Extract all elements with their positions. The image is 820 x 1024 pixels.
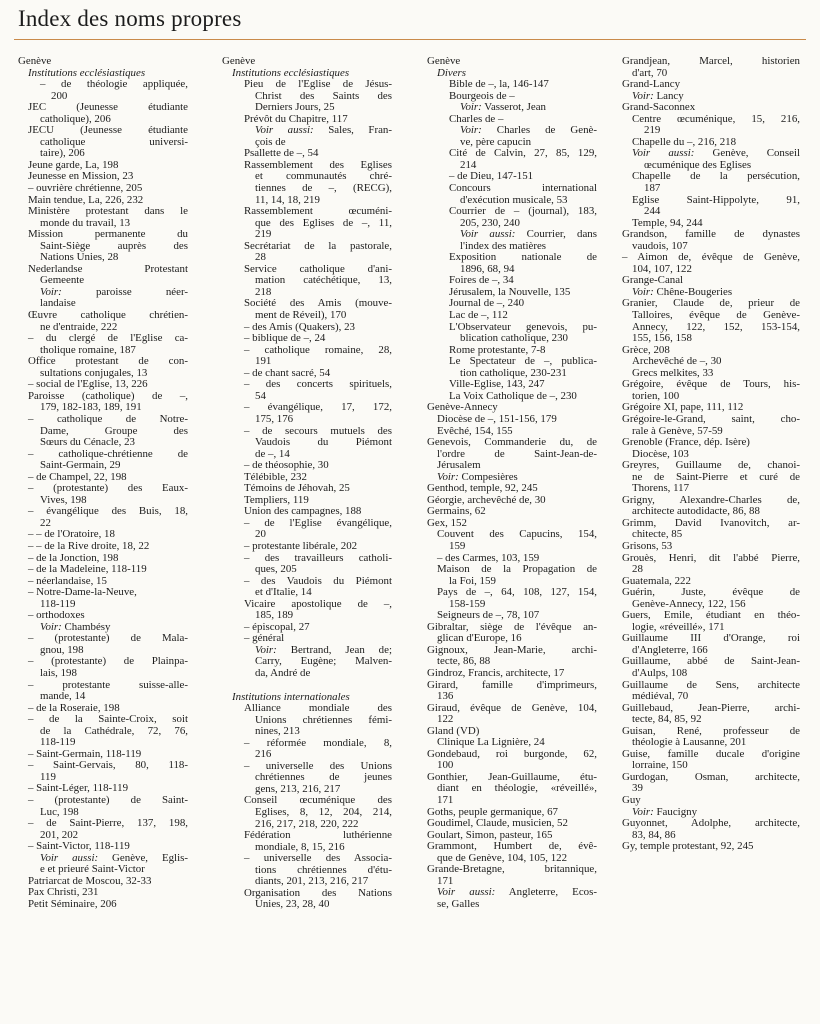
index-line: – (protestante) des Eaux- [28, 482, 188, 495]
index-line: Guyonnet, Adolphe, architecte, [622, 817, 800, 830]
index-line: mondiale, 8, 15, 216 [255, 840, 345, 853]
index-line: tion catholique, 230-231 [460, 366, 567, 379]
index-line: Gex, 152 [427, 516, 467, 529]
index-line: Grand-Lancy [622, 78, 681, 91]
index-line: – Aimon de, évêque de Genève, [622, 251, 800, 264]
index-line: Grisons, 53 [622, 539, 673, 552]
index-line: Genève [222, 55, 256, 67]
index-line: lais, 198 [40, 666, 77, 679]
index-line: – évangélique, 17, 172, [244, 401, 392, 414]
index-line: – ouvrière chrétienne, 205 [28, 182, 143, 195]
index-line: tecte, 84, 85, 92 [632, 713, 702, 726]
index-line: Grigny, Alexandre-Charles de, [622, 493, 800, 506]
index-line: Grenoble (France, dép. Isère) [622, 436, 750, 449]
index-line: – (protestante) de Plainpa- [28, 655, 188, 668]
index-line: – de la Jonction, 198 [28, 551, 119, 564]
index-line: 216 [255, 748, 272, 761]
index-line: Guillaume III d'Orange, roi [622, 632, 800, 645]
index-line: 216, 217, 218, 220, 222 [255, 817, 359, 830]
index-line: Genève-Annecy, 122, 156 [632, 597, 746, 610]
index-line: œcuménique des Eglises [644, 158, 752, 171]
index-line: Chapelle de la persécution, [632, 170, 800, 183]
index-line: – des Amis (Quakers), 23 [244, 320, 356, 333]
index-line: Guers, Emile, étudiant en théo- [622, 609, 800, 622]
index-line: torien, 100 [632, 389, 680, 402]
index-line: Temple, 94, 244 [632, 216, 703, 229]
index-line: théologie à Lausanne, 201 [632, 736, 747, 749]
index-line: Ministère protestant dans le [28, 205, 188, 218]
index-line: Grammont, Humbert de, évê- [427, 840, 597, 853]
index-line: gens, 213, 216, 217 [255, 782, 341, 795]
index-line: – Saint-Léger, 118-119 [28, 782, 129, 795]
index-line: la Foi, 159 [449, 574, 496, 587]
index-line: – protestante suisse-alle- [28, 678, 188, 691]
index-line: 244 [644, 205, 661, 218]
index-line: catholique), 206 [40, 112, 111, 125]
index-line: Gignoux, Jean-Marie, archi- [427, 643, 597, 656]
index-line: – catholique-chrétienne de [28, 447, 188, 460]
index-line: logie, «réveillé», 171 [632, 620, 725, 633]
index-line: Diocèse, 103 [632, 447, 689, 460]
index-line: Goulart, Simon, pasteur, 165 [427, 828, 553, 841]
index-line: – néerlandaise, 15 [28, 574, 107, 587]
index-line: Saint-Germain, 29 [40, 459, 121, 472]
index-line: – de la Roseraie, 198 [28, 701, 120, 714]
index-line: La Voix Catholique de –, 230 [449, 389, 577, 402]
index-line: Gemeente [40, 274, 85, 287]
index-line: – de Champel, 22, 198 [28, 470, 127, 483]
index-line: Exposition nationale de [449, 251, 597, 264]
index-line: Guisan, René, professeur de [622, 724, 800, 737]
index-line: Voir: Compesières [437, 470, 518, 483]
index-line: Diocèse de –, 151-156, 179 [437, 412, 557, 425]
index-line: se, Galles [437, 897, 480, 910]
index-line: Archevêché de –, 30 [632, 355, 722, 368]
index-line: tholique romaine, 187 [40, 343, 136, 356]
index-line: Gindroz, Francis, architecte, 17 [427, 666, 565, 679]
index-line: Jérusalem [437, 459, 481, 472]
index-line: Carry, Eugène; Malven- [255, 655, 392, 668]
index-line: mande, 14 [40, 690, 86, 703]
index-line: – Notre-Dame-la-Neuve, [28, 586, 137, 599]
index-line: de la Cathédrale, 72, 76, [40, 724, 188, 737]
index-line: ment de Réveil), 170 [255, 309, 347, 322]
index-line: ne de Saint-Pierre et curé de [632, 470, 800, 483]
index-line: Annecy, 122, 152, 153-154, [632, 320, 800, 333]
index-line: Institutions internationales [232, 690, 350, 703]
index-line: Maison de la Propagation de [437, 563, 597, 576]
index-line: Voir: paroisse néer- [40, 285, 188, 298]
index-line: – Saint-Germain, 118-119 [28, 747, 142, 760]
index-line: Vaudois du Piémont [255, 436, 392, 449]
index-line: Grèce, 208 [622, 343, 670, 356]
index-line: – des concerts spirituels, [244, 378, 392, 391]
index-column-3 [427, 56, 597, 910]
index-line: 218 [255, 285, 272, 298]
index-line: d'Aulps, 108 [632, 666, 688, 679]
index-line: JECU (Jeunesse étudiante [28, 124, 188, 137]
index-line: Union des campagnes, 188 [244, 505, 362, 518]
index-line: Voir: Vasserot, Jean [460, 101, 547, 114]
index-line: 1896, 68, 94 [460, 262, 515, 275]
index-line: Centre œcuménique, 15, 216, [632, 112, 800, 125]
index-line: 179, 182-183, 189, 191 [40, 401, 142, 414]
index-line: Prévôt du Chapitre, 117 [244, 112, 348, 125]
index-line: Voir aussi: Sales, Fran- [255, 124, 392, 137]
index-line: Talloires, évêque de Genève- [632, 309, 800, 322]
index-column-4 [622, 56, 800, 853]
index-line: Voir: Lancy [632, 89, 684, 102]
index-line: – catholique de Notre- [28, 412, 188, 425]
index-line: Témoins de Jéhovah, 25 [244, 482, 350, 495]
index-line: – évangélique des Buis, 18, [28, 505, 188, 518]
index-line: Divers [437, 66, 467, 79]
index-line: 28 [255, 251, 266, 264]
index-line: – des travailleurs catholi- [244, 551, 392, 564]
index-line: – – de l'Oratoire, 18 [28, 528, 115, 541]
index-line: e et prieuré Saint-Victor [40, 863, 145, 876]
index-line: – protestante libérale, 202 [244, 539, 358, 552]
index-line: Goths, peuple germanique, 67 [427, 805, 558, 818]
index-line: – de théologie appliquée, [40, 78, 188, 91]
index-line: chitecte, 85 [632, 528, 683, 541]
index-line: d'exécution musicale, 53 [460, 193, 568, 206]
index-line: Paroisse (catholique) de –, [28, 389, 188, 402]
index-line: Derniers Jours, 25 [255, 101, 335, 114]
index-line: 118-119 [40, 736, 76, 749]
index-line: Unies, 23, 28, 40 [255, 898, 330, 911]
index-line: Voir: Bertrand, Jean de; [255, 643, 392, 656]
index-line: Genève [427, 55, 461, 67]
index-line: Guérin, Juste, évêque de [622, 586, 800, 599]
index-line: Grandson, famille de dynastes [622, 228, 800, 241]
index-line: Guatemala, 222 [622, 574, 691, 587]
index-line: Goudimel, Claude, musicien, 52 [427, 817, 568, 830]
index-line: ques, 205 [255, 563, 297, 576]
index-line: Bible de –, la, 146-147 [449, 78, 549, 91]
index-line: landaise [40, 297, 76, 310]
index-line: que des Eglises de –, 11, [255, 216, 392, 229]
index-line: Genève-Annecy [427, 401, 498, 414]
index-line: Voir aussi: Courrier, dans [460, 228, 597, 241]
index-line: 136 [437, 690, 454, 703]
index-line: Eglise Saint-Hippolyte, 91, [632, 193, 800, 206]
index-line: – universelle des Unions [244, 759, 392, 772]
index-line: JEC (Jeunesse étudiante [28, 101, 188, 114]
index-line: Genevois, Commanderie du, de [427, 436, 597, 449]
index-line: Lac de –, 112 [449, 309, 508, 322]
index-line: Gy, temple protestant, 92, 245 [622, 840, 754, 853]
index-line: Grégoire, évêque de Tours, his- [622, 378, 800, 391]
index-line: Grandjean, Marcel, historien [622, 55, 800, 67]
index-line: lorraine, 150 [632, 759, 688, 772]
index-line: Bourgeois de – [449, 89, 515, 102]
index-line: tecte, 86, 88 [437, 655, 491, 668]
index-line: Fédération luthérienne [244, 829, 392, 842]
index-line: Gland (VD) [427, 724, 480, 737]
index-line: Grand-Saconnex [622, 101, 696, 114]
index-line: 104, 107, 122 [632, 262, 692, 275]
index-line: Alliance mondiale des [244, 702, 392, 715]
index-line: Mission permanente du [28, 228, 188, 241]
index-line: – catholique romaine, 28, [244, 343, 392, 356]
index-line: Guy [622, 794, 641, 806]
index-line: – de la Sainte-Croix, soit [28, 713, 188, 726]
index-line: diants, 201, 213, 216, 217 [255, 875, 369, 888]
index-line: Gurdogan, Osman, architecte, [622, 770, 800, 783]
index-line: – (protestante) de Saint- [28, 794, 188, 806]
index-line: Gonthier, Jean-Guillaume, étu- [427, 770, 597, 783]
index-line: Genève [18, 55, 52, 67]
index-line: Thorens, 117 [632, 482, 690, 495]
index-line: 219 [644, 124, 661, 137]
index-line: vaudois, 107 [632, 239, 688, 252]
index-line: 159 [449, 539, 466, 552]
index-line: 155, 156, 158 [632, 332, 692, 345]
index-line: 118-119 [40, 597, 76, 610]
index-line: – – de la Rive droite, 18, 22 [28, 539, 150, 552]
index-line: Cité de Calvin, 27, 85, 129, [449, 147, 597, 160]
index-line: Société des Amis (mouve- [244, 297, 392, 310]
index-line: – de la Madeleine, 118-119 [28, 563, 147, 576]
index-line: Voir: Faucigny [632, 805, 698, 818]
index-line: Luc, 198 [40, 805, 79, 818]
index-line: Œuvre catholique chrétien- [28, 309, 188, 322]
index-line: Pax Christi, 231 [28, 886, 99, 899]
index-line: et communautés chré- [255, 170, 392, 183]
index-line: – social de l'Eglise, 13, 226 [28, 378, 148, 391]
index-line: 20 [255, 528, 266, 541]
index-line: Christ des Saints des [255, 89, 392, 102]
index-line: 119 [40, 770, 56, 783]
index-line: – du clergé de l'Eglise ca- [28, 332, 188, 345]
index-line: Jérusalem, la Nouvelle, 135 [449, 285, 571, 298]
index-line: Voir aussi: Angleterre, Ecos- [437, 886, 597, 899]
index-line: diant en théologie, «réveillé», [437, 782, 597, 795]
index-line: Grégoire XI, pape, 111, 112 [622, 401, 744, 414]
index-line: 200 [51, 89, 68, 102]
index-line: Foires de –, 34 [449, 274, 514, 287]
index-line: l'index des matières [460, 239, 547, 252]
index-line: Dame, Groupe des [40, 424, 188, 437]
index-line: – de secours mutuels des [244, 424, 392, 437]
index-line: Gondebaud, roi burgonde, 62, [427, 747, 597, 760]
index-line: 171 [437, 794, 454, 806]
index-line: 22 [40, 516, 51, 529]
index-line: Pays de –, 64, 108, 127, 154, [437, 586, 597, 599]
index-line: Le Spectateur de –, publica- [449, 355, 597, 368]
index-line: – épiscopal, 27 [244, 620, 310, 633]
index-line [222, 680, 392, 692]
index-line: Saint-Siège auprès des [40, 239, 188, 252]
index-column-2 [222, 56, 392, 911]
index-line: Institutions ecclésiastiques [232, 66, 350, 79]
index-line: Girard, famille d'imprimeurs, [427, 678, 597, 691]
index-line: Rome protestante, 7-8 [449, 343, 546, 356]
index-line: Voir: Chêne-Bougeries [632, 285, 733, 298]
index-line: l'ordre de Saint-Jean-de- [437, 447, 597, 460]
index-line: et d'Italie, 14 [255, 586, 312, 599]
index-line: sultations conjugales, 13 [40, 366, 148, 379]
index-line: Sœurs du Cénacle, 23 [40, 436, 135, 449]
index-line: Concours international [449, 182, 597, 195]
index-line: 11, 14, 18, 219 [255, 193, 320, 206]
index-line: – Saint-Gervais, 80, 118- [28, 759, 188, 772]
index-line: ve, père capucin [460, 135, 532, 148]
index-line: Grimm, David Ivanovitch, ar- [622, 516, 800, 529]
index-line: nines, 213 [255, 725, 300, 738]
index-line: 100 [437, 759, 454, 772]
index-line: Vicaire apostolique de –, [244, 597, 392, 610]
index-line: – de l'Eglise évangélique, [244, 516, 392, 529]
index-line: Greyres, Guillaume de, chanoi- [622, 459, 800, 472]
index-line: Voir: Charles de Genè- [460, 124, 597, 137]
index-line: Chapelle du –, 216, 218 [632, 135, 737, 148]
index-line: de –, 14 [255, 447, 290, 460]
index-line: 214 [460, 158, 477, 171]
index-line: Secrétariat de la pastorale, [244, 239, 392, 252]
index-line: Ville-Eglise, 143, 247 [449, 378, 545, 391]
index-line: Clinique La Lignière, 24 [437, 736, 545, 749]
index-line: 191 [255, 355, 272, 368]
index-line: 122 [437, 713, 454, 726]
index-line: – des Vaudois du Piémont [244, 574, 392, 587]
index-line: Grange-Canal [622, 274, 684, 287]
index-line: Conseil œcuménique des [244, 794, 392, 807]
index-line: 201, 202 [40, 828, 79, 841]
index-line: Guillebaud, Jean-Pierre, archi- [622, 701, 800, 714]
index-line: Evêché, 154, 155 [437, 424, 513, 437]
index-line: d'Angleterre, 166 [632, 643, 708, 656]
index-line: tiennes de –, (RECG), [255, 182, 392, 195]
index-line: – universelle des Associa- [244, 852, 392, 865]
index-line: Journal de –, 240 [449, 297, 525, 310]
index-line: Rassemblement des Eglises [244, 158, 392, 171]
index-line: 158-159 [449, 597, 486, 610]
index-line: çois de [255, 135, 286, 148]
index-column-1 [18, 56, 188, 910]
index-line: taire), 206 [40, 147, 85, 160]
index-line: 28 [632, 563, 643, 576]
index-line: – de Dieu, 147-151 [449, 170, 534, 183]
index-line: mation catéchétique, 13, [255, 274, 392, 287]
page-title: Index des noms propres [18, 6, 242, 31]
index-line: 185, 189 [255, 609, 294, 622]
index-line: Psallette de –, 54 [244, 147, 319, 160]
index-line: Grecs melkites, 33 [632, 366, 714, 379]
index-line: Gibraltar, siège de l'évêque an- [427, 620, 597, 633]
index-line: catholique universi- [40, 135, 188, 148]
index-line: tions chrétiennes d'étu- [255, 863, 392, 876]
index-line: Grouès, Henri, dit l'abbé Pierre, [622, 551, 800, 564]
index-line: Granier, Claude de, prieur de [622, 297, 800, 310]
index-line: 83, 84, 86 [632, 828, 676, 841]
index-line: architecte autodidacte, 86, 88 [632, 505, 760, 518]
index-line: Service catholique d'ani- [244, 262, 392, 275]
index-line: – de Saint-Pierre, 137, 198, [28, 817, 188, 830]
index-line: – de chant sacré, 54 [244, 366, 331, 379]
index-line: – biblique de –, 24 [244, 332, 326, 345]
index-line: – général [244, 632, 285, 645]
title-rule [14, 39, 806, 40]
index-line: – réformée mondiale, 8, [244, 736, 392, 749]
index-line: Charles de – [449, 112, 504, 125]
index-line: Grégoire-le-Grand, saint, cho- [622, 412, 800, 425]
index-line: médiéval, 70 [632, 690, 689, 703]
index-line: Guillaume, abbé de Saint-Jean- [622, 655, 800, 668]
index-line: 175, 176 [255, 412, 294, 425]
index-line: Couvent des Capucins, 154, [437, 528, 597, 541]
index-line: 187 [644, 182, 661, 195]
index-line: Jeunesse en Mission, 23 [28, 170, 134, 183]
index-line: Petit Séminaire, 206 [28, 897, 117, 910]
index-line: 219 [255, 228, 272, 241]
index-line: Jeune garde, La, 198 [28, 158, 119, 171]
index-line: Office protestant de con- [28, 355, 188, 368]
index-line: 39 [632, 782, 643, 795]
index-line: – orthodoxes [28, 609, 85, 622]
index-line: Patriarcat de Moscou, 32-33 [28, 874, 152, 887]
index-line: Courrier de – (journal), 183, [449, 205, 597, 218]
index-line: Templiers, 119 [244, 493, 309, 506]
index-line: Voir aussi: Genève, Conseil [632, 147, 800, 160]
index-line: 54 [255, 389, 266, 402]
index-line: Organisation des Nations [244, 886, 392, 899]
index-line: Voir: Chambésy [40, 620, 111, 633]
index-line: Eglises, 8, 12, 204, 214, [255, 806, 392, 818]
index-line: – Saint-Victor, 118-119 [28, 840, 130, 853]
index-line: ne d'entraide, 222 [40, 320, 118, 333]
index-line: da, André de [255, 666, 311, 679]
index-line: Télébible, 232 [244, 470, 307, 483]
index-line: Guise, famille ducale d'origine [622, 747, 800, 760]
index-line: Institutions ecclésiastiques [28, 66, 146, 79]
index-line: Main tendue, La, 226, 232 [28, 193, 144, 206]
index-line: Giraud, évêque de Genève, 104, [427, 701, 597, 714]
index-line: 205, 230, 240 [460, 216, 520, 229]
index-line: Voir aussi: Genève, Eglis- [40, 851, 188, 864]
index-line: Grande-Bretagne, britannique, [427, 863, 597, 876]
index-line: rale à Genève, 57-59 [632, 424, 723, 437]
index-line: que de Genève, 104, 105, 122 [437, 851, 568, 864]
index-line: monde du travail, 13 [40, 216, 131, 229]
index-line: Nederlandse Protestant [28, 262, 188, 275]
index-line: Genthod, temple, 92, 245 [427, 482, 538, 495]
index-line: Seigneurs de –, 78, 107 [437, 609, 540, 622]
index-line: – (protestante) de Mala- [28, 632, 188, 645]
index-line: Rassemblement œcuméni- [244, 205, 392, 218]
index-line: blication catholique, 230 [460, 332, 568, 345]
index-line: Nations Unies, 28 [40, 251, 119, 264]
index-line: – de théosophie, 30 [244, 459, 329, 472]
index-line: Guillaume de Sens, architecte [622, 678, 800, 691]
index-line: Germains, 62 [427, 505, 486, 518]
index-line: L'Observateur genevois, pu- [449, 320, 597, 333]
index-line: – des Carmes, 103, 159 [437, 551, 540, 564]
index-line: Pieu de l'Eglise de Jésus- [244, 78, 392, 91]
index-line: chrétiennes de jeunes [255, 771, 392, 784]
index-line: Géorgie, archevêché de, 30 [427, 493, 546, 506]
index-line: d'art, 70 [632, 66, 668, 79]
index-line: gnou, 198 [40, 643, 84, 656]
index-line: 171 [437, 874, 454, 887]
index-line: Unions chrétiennes fémi- [255, 713, 392, 726]
index-line: Vives, 198 [40, 493, 87, 506]
index-line: glican d'Europe, 16 [437, 632, 522, 645]
